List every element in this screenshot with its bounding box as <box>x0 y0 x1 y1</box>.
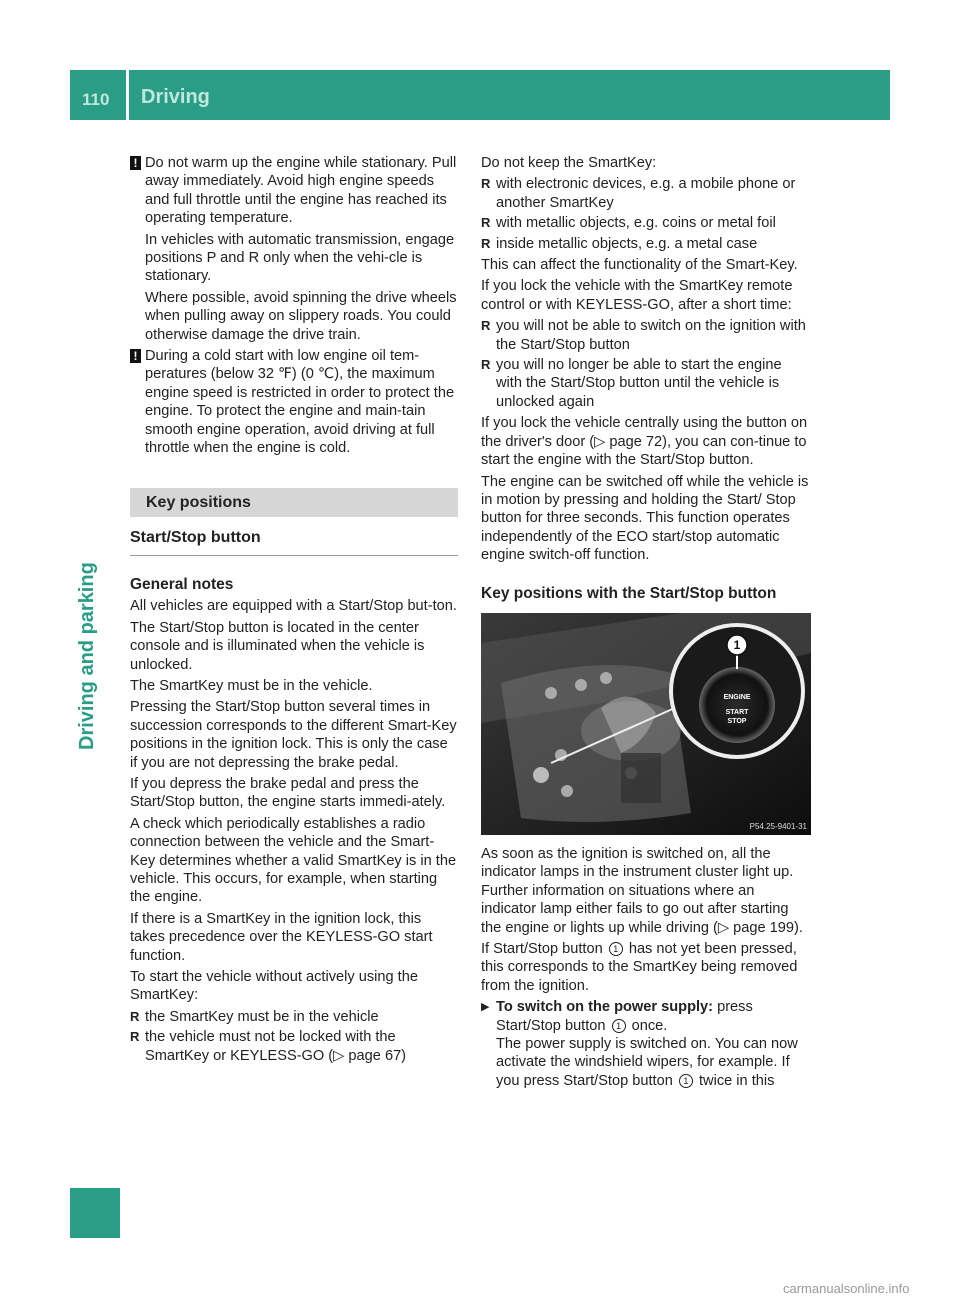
step-text: press Start/Stop button <box>496 999 753 1034</box>
side-tab-label: Driving and parking <box>76 562 98 750</box>
warning-block-1 <box>130 154 458 344</box>
warning-text: During a cold start with low engine oil tem-peratures (below 32 ℉) (0 ℃), the maximum engine speed is restricted in order to protect the engine. To protect the engine and main-tain smooth engine operation, avoid driving at full throttle when the engine is cold. <box>145 348 455 457</box>
step-text: twice in this <box>694 1072 775 1089</box>
header-divider <box>126 70 129 120</box>
paragraph: Do not keep the SmartKey: <box>481 155 657 171</box>
warning-icon: ! <box>130 156 141 170</box>
paragraph: If you lock the vehicle centrally using the button on the driver's door (▷ page 72), you can con-tinue to start the engine with the Start/Stop button. <box>481 415 808 469</box>
general-notes-title: General notes <box>130 575 234 593</box>
section-title: Key positions <box>130 488 458 517</box>
left-column <box>130 154 458 1068</box>
warning-text: In vehicles with automatic transmission, engage positions P and R only when the vehi-cle is stationary. <box>145 231 455 285</box>
bullet-list <box>481 175 811 253</box>
subsection-title: Start/Stop button <box>130 529 458 556</box>
step-text: once. <box>627 1017 668 1034</box>
paragraph: Pressing the Start/Stop button several times in succession corresponds to the different Smart-Key positions in the ignition lock. This is only the case if you are not depressing the brake pedal. <box>130 699 457 771</box>
callout-number: 1 <box>733 637 741 652</box>
watermark: carmanualsonline.info <box>783 1281 910 1296</box>
paragraph: As soon as the ignition is switched on, all the indicator lamps in the instrument cluster light up. Further information on situations where an indicator lamp either fails to go out after starting the engine or lights up while driving (▷ page 199). <box>481 845 803 936</box>
list-item: R with electronic devices, e.g. a mobile phone or another SmartKey <box>481 175 811 212</box>
center-console-photo <box>481 613 811 835</box>
list-item: R inside metallic objects, e.g. a metal case <box>481 235 811 253</box>
list-item: R the vehicle must not be locked with the SmartKey or KEYLESS-GO (▷ page 67) <box>130 1028 458 1065</box>
step-text: The power supply is switched on. You can now activate the windshield wipers, for example. If you press Start/Stop button <box>496 1036 798 1089</box>
page-number: 110 <box>82 90 110 109</box>
button-label-start: START <box>725 708 749 716</box>
paragraph: If you depress the brake pedal and press the Start/Stop button, the engine starts immedi-ately. <box>130 775 446 811</box>
list-item: R you will no longer be able to start the engine with the Start/Stop button until the vehicle is unlocked again <box>481 356 811 411</box>
paragraph-part: has not yet been pressed, this corresponds to the SmartKey being removed from the ignition. <box>481 940 798 994</box>
warning-text: Where possible, avoid spinning the drive wheels when pulling away on slippery roads. You could otherwise damage the drive train. <box>145 289 457 343</box>
button-label-stop: STOP <box>727 717 747 725</box>
paragraph: The engine can be switched off while the vehicle is in motion by pressing and holding the Start/ Stop button for three seconds. This function operates independently of the ECO start/stop automatic engine switch-off function. <box>481 473 809 564</box>
paragraph: The SmartKey must be in the vehicle. <box>130 677 373 694</box>
side-tab <box>76 525 118 750</box>
callout-symbol: 1 <box>612 1019 626 1033</box>
warning-icon: ! <box>130 349 141 363</box>
page-title: Driving <box>141 86 210 108</box>
key-positions-title: Key positions with the Start/Stop button <box>481 584 777 602</box>
warning-block-2 <box>130 347 458 457</box>
paragraph-part: If Start/Stop button <box>481 940 603 957</box>
paragraph: All vehicles are equipped with a Start/Stop but-ton. <box>130 598 457 615</box>
instruction-step <box>481 998 811 1090</box>
side-tab-marker <box>70 1188 120 1238</box>
button-label-engine: ENGINE <box>723 693 751 701</box>
callout-symbol: 1 <box>679 1074 693 1088</box>
paragraph: This can affect the functionality of the Smart-Key. <box>481 257 798 274</box>
list-item: R you will not be able to switch on the ignition with the Start/Stop button <box>481 317 811 354</box>
paragraph: A check which periodically establishes a radio connection between the vehicle and the Smart-Key determines whether a valid SmartKey is in the vehicle. This occurs, for example, when starting the engine. <box>130 815 457 906</box>
list-item: R with metallic objects, e.g. coins or metal foil <box>481 214 811 232</box>
callout-symbol: 1 <box>609 942 623 956</box>
paragraph <box>481 940 811 995</box>
paragraph: If you lock the vehicle with the SmartKey remote control or with KEYLESS-GO, after a short time: <box>481 278 793 313</box>
bullet-list <box>481 317 811 411</box>
right-column <box>481 154 811 1093</box>
list-item: R the SmartKey must be in the vehicle <box>130 1008 458 1026</box>
bullet-list <box>130 1008 458 1065</box>
warning-text: Do not warm up the engine while stationary. Pull away immediately. Avoid high engine speeds and full throttle until the engine has reached its operating temperature. <box>145 155 457 227</box>
paragraph: If there is a SmartKey in the ignition lock, this takes precedence over the KEYLESS-GO start function. <box>130 910 433 964</box>
paragraph: The Start/Stop button is located in the center console and is illuminated when the vehicle is unlocked. <box>130 619 425 673</box>
step-label: To switch on the power supply: <box>496 999 714 1016</box>
photo-code: P54.25-9401-31 <box>749 821 807 831</box>
paragraph: To start the vehicle without actively using the SmartKey: <box>130 969 418 1004</box>
